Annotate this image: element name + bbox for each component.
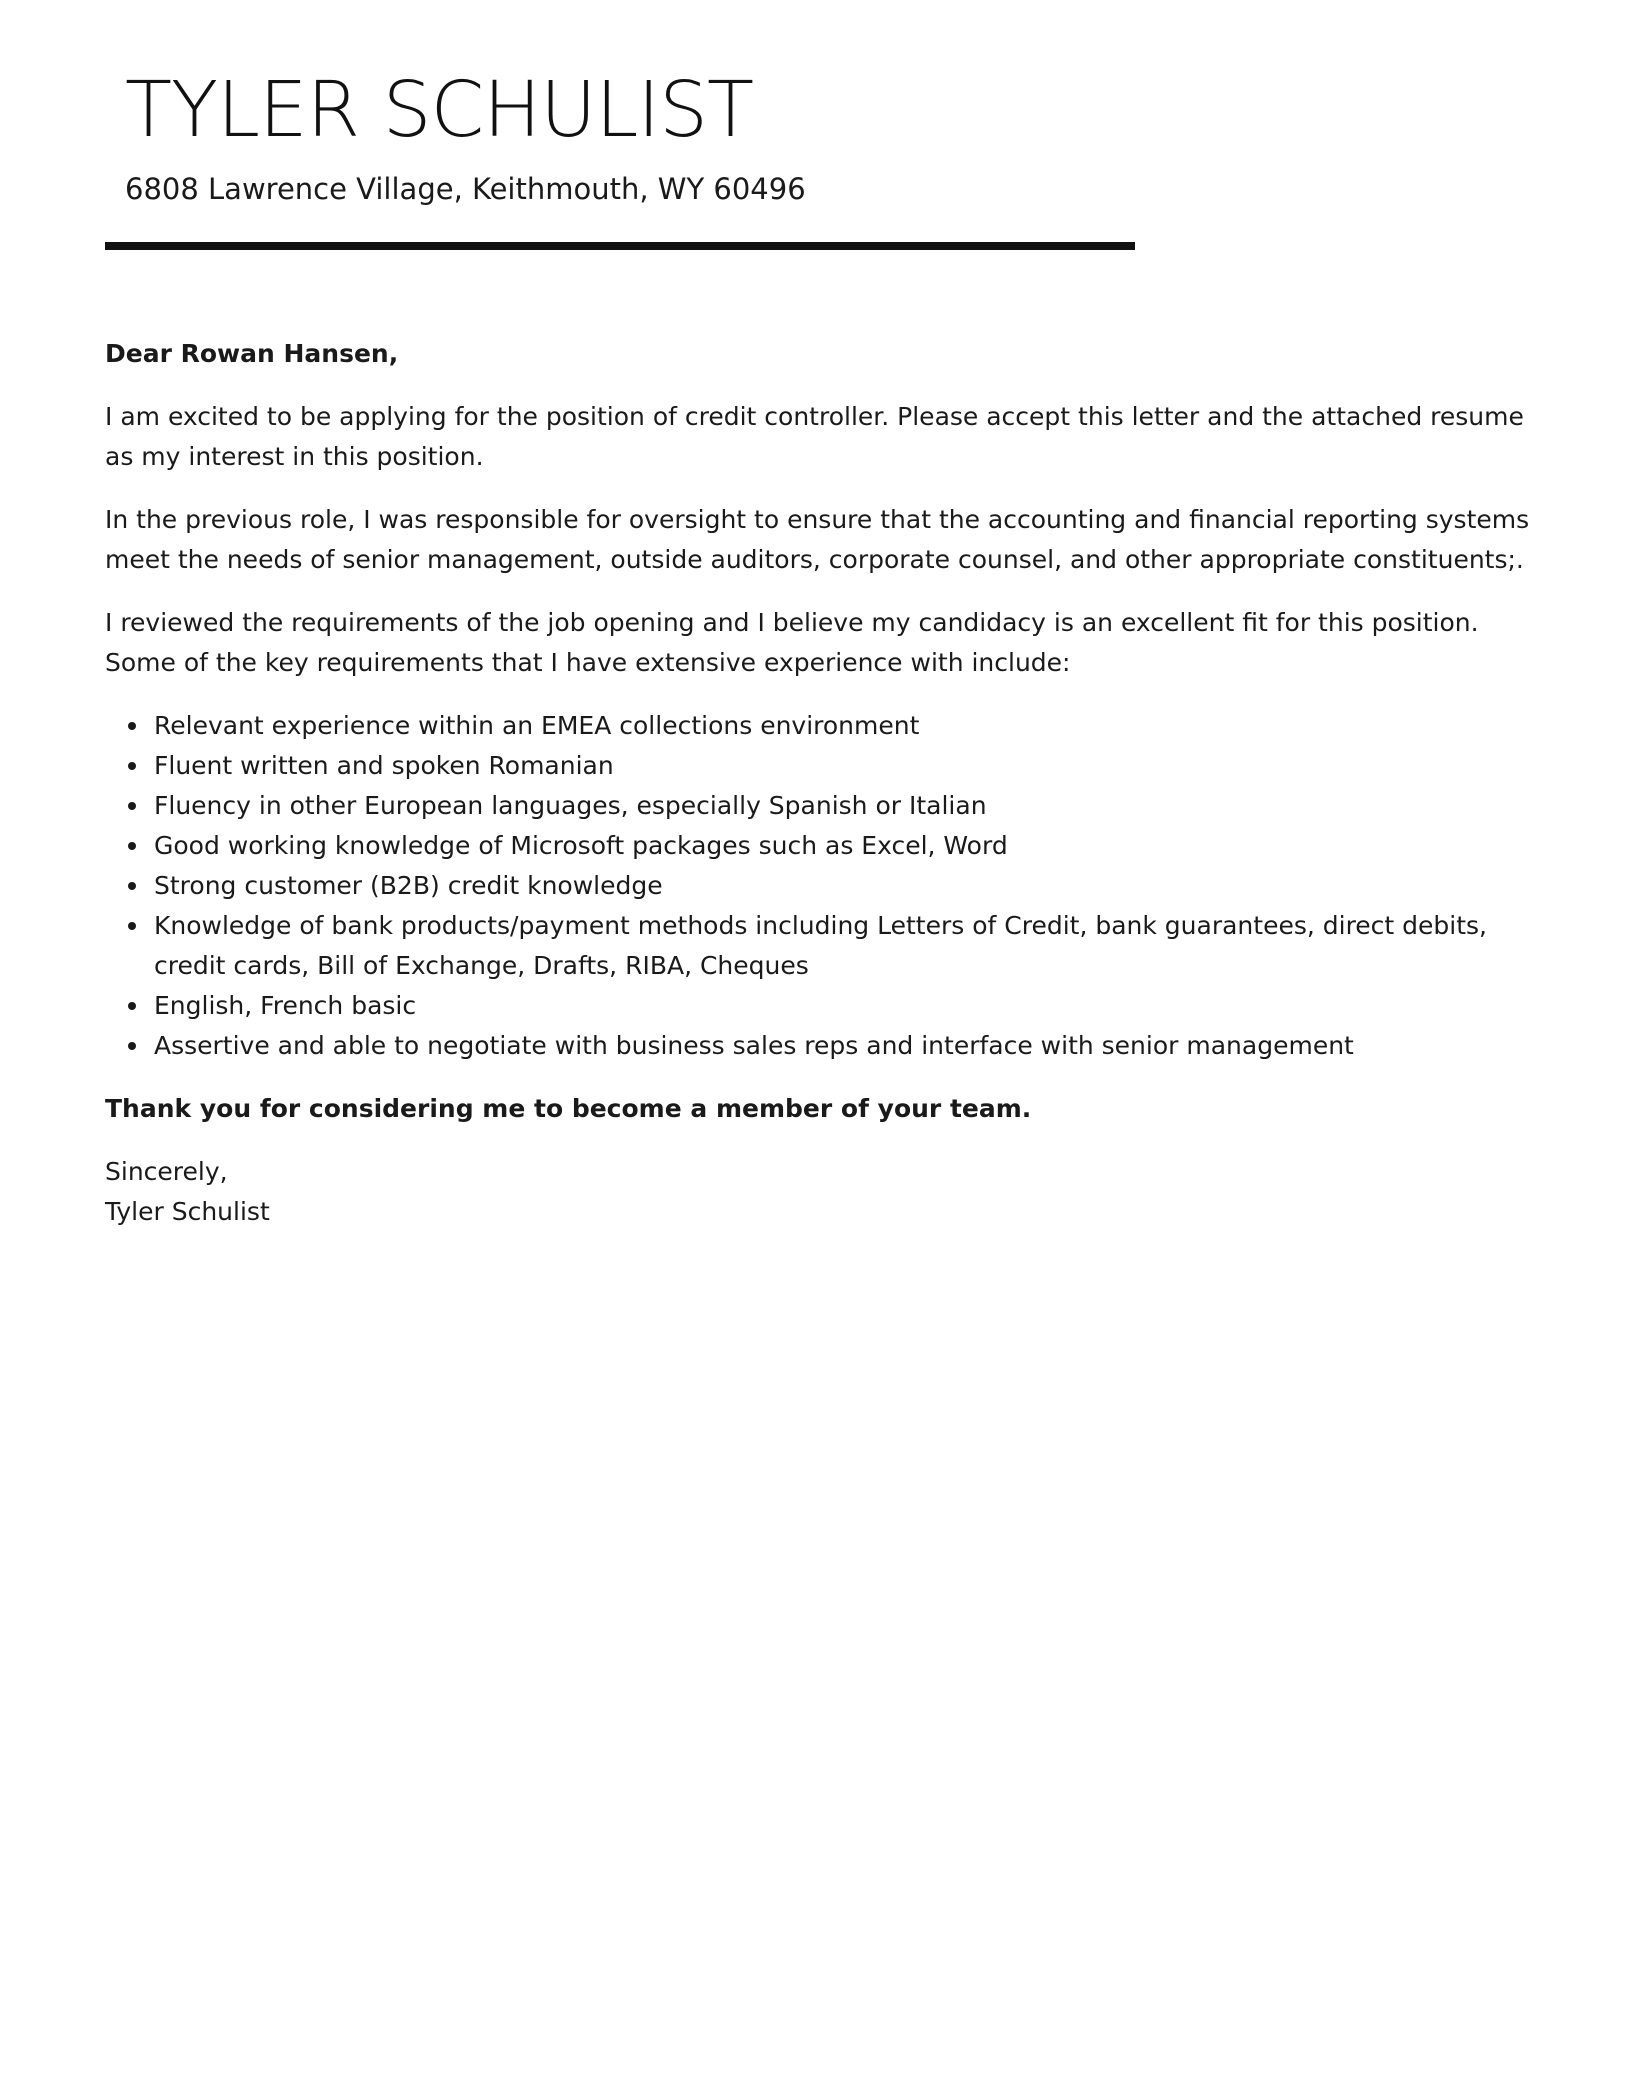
list-item	[105, 906, 1545, 986]
list-item-text: Fluency in other European languages, especially Spanish or Italian	[154, 791, 987, 820]
list-item-text: English, French basic	[154, 991, 417, 1020]
bullet-dot-icon	[128, 842, 136, 850]
list-item	[105, 866, 1545, 906]
list-item-text: Good working knowledge of Microsoft packages such as Excel, Word	[154, 831, 1008, 860]
closing-statement: Thank you for considering me to become a member of your team.	[105, 1094, 1032, 1123]
list-item-text: Assertive and able to negotiate with business sales reps and interface with senior management	[154, 1031, 1354, 1060]
requirements-list	[105, 706, 1545, 1066]
bullet-dot-icon	[128, 1002, 136, 1010]
list-item-text: Fluent written and spoken Romanian	[154, 751, 614, 780]
list-item	[105, 706, 1545, 746]
header-divider	[105, 242, 1135, 250]
letter-body	[105, 334, 1545, 1255]
bullet-dot-icon	[128, 922, 136, 930]
bullet-dot-icon	[128, 802, 136, 810]
bullet-dot-icon	[128, 1042, 136, 1050]
signoff: Sincerely,	[105, 1157, 228, 1186]
paragraph-intro: I am excited to be applying for the position of credit controller. Please accept this letter and the attached resume as my interest in this position.	[105, 402, 1524, 471]
bullet-dot-icon	[128, 722, 136, 730]
list-item	[105, 786, 1545, 826]
paragraph-requirements: I reviewed the requirements of the job opening and I believe my candidacy is an excellent fit for this position. Some of the key requirements that I have extensive experience with include:	[105, 608, 1479, 677]
bullet-dot-icon	[128, 762, 136, 770]
list-item	[105, 1026, 1545, 1066]
salutation: Dear Rowan Hansen,	[105, 339, 399, 368]
list-item	[105, 826, 1545, 866]
signature-name: Tyler Schulist	[105, 1197, 270, 1226]
list-item-text: Relevant experience within an EMEA collections environment	[154, 711, 920, 740]
paragraph-experience: In the previous role, I was responsible for oversight to ensure that the accounting and financial reporting systems meet the needs of senior management, outside auditors, corporate counsel, and other appropriate constituents;.	[105, 505, 1530, 574]
list-item-text: Knowledge of bank products/payment methods including Letters of Credit, bank guarantees, direct debits, credit cards, Bill of Exchange, Drafts, RIBA, Cheques	[154, 911, 1488, 980]
signoff-block	[105, 1152, 1545, 1232]
list-item-text: Strong customer (B2B) credit knowledge	[154, 871, 663, 900]
list-item	[105, 746, 1545, 786]
list-item	[105, 986, 1545, 1026]
bullet-dot-icon	[128, 882, 136, 890]
applicant-address: 6808 Lawrence Village, Keithmouth, WY 60496	[125, 172, 806, 206]
applicant-name: TYLER SCHULIST	[125, 66, 754, 155]
